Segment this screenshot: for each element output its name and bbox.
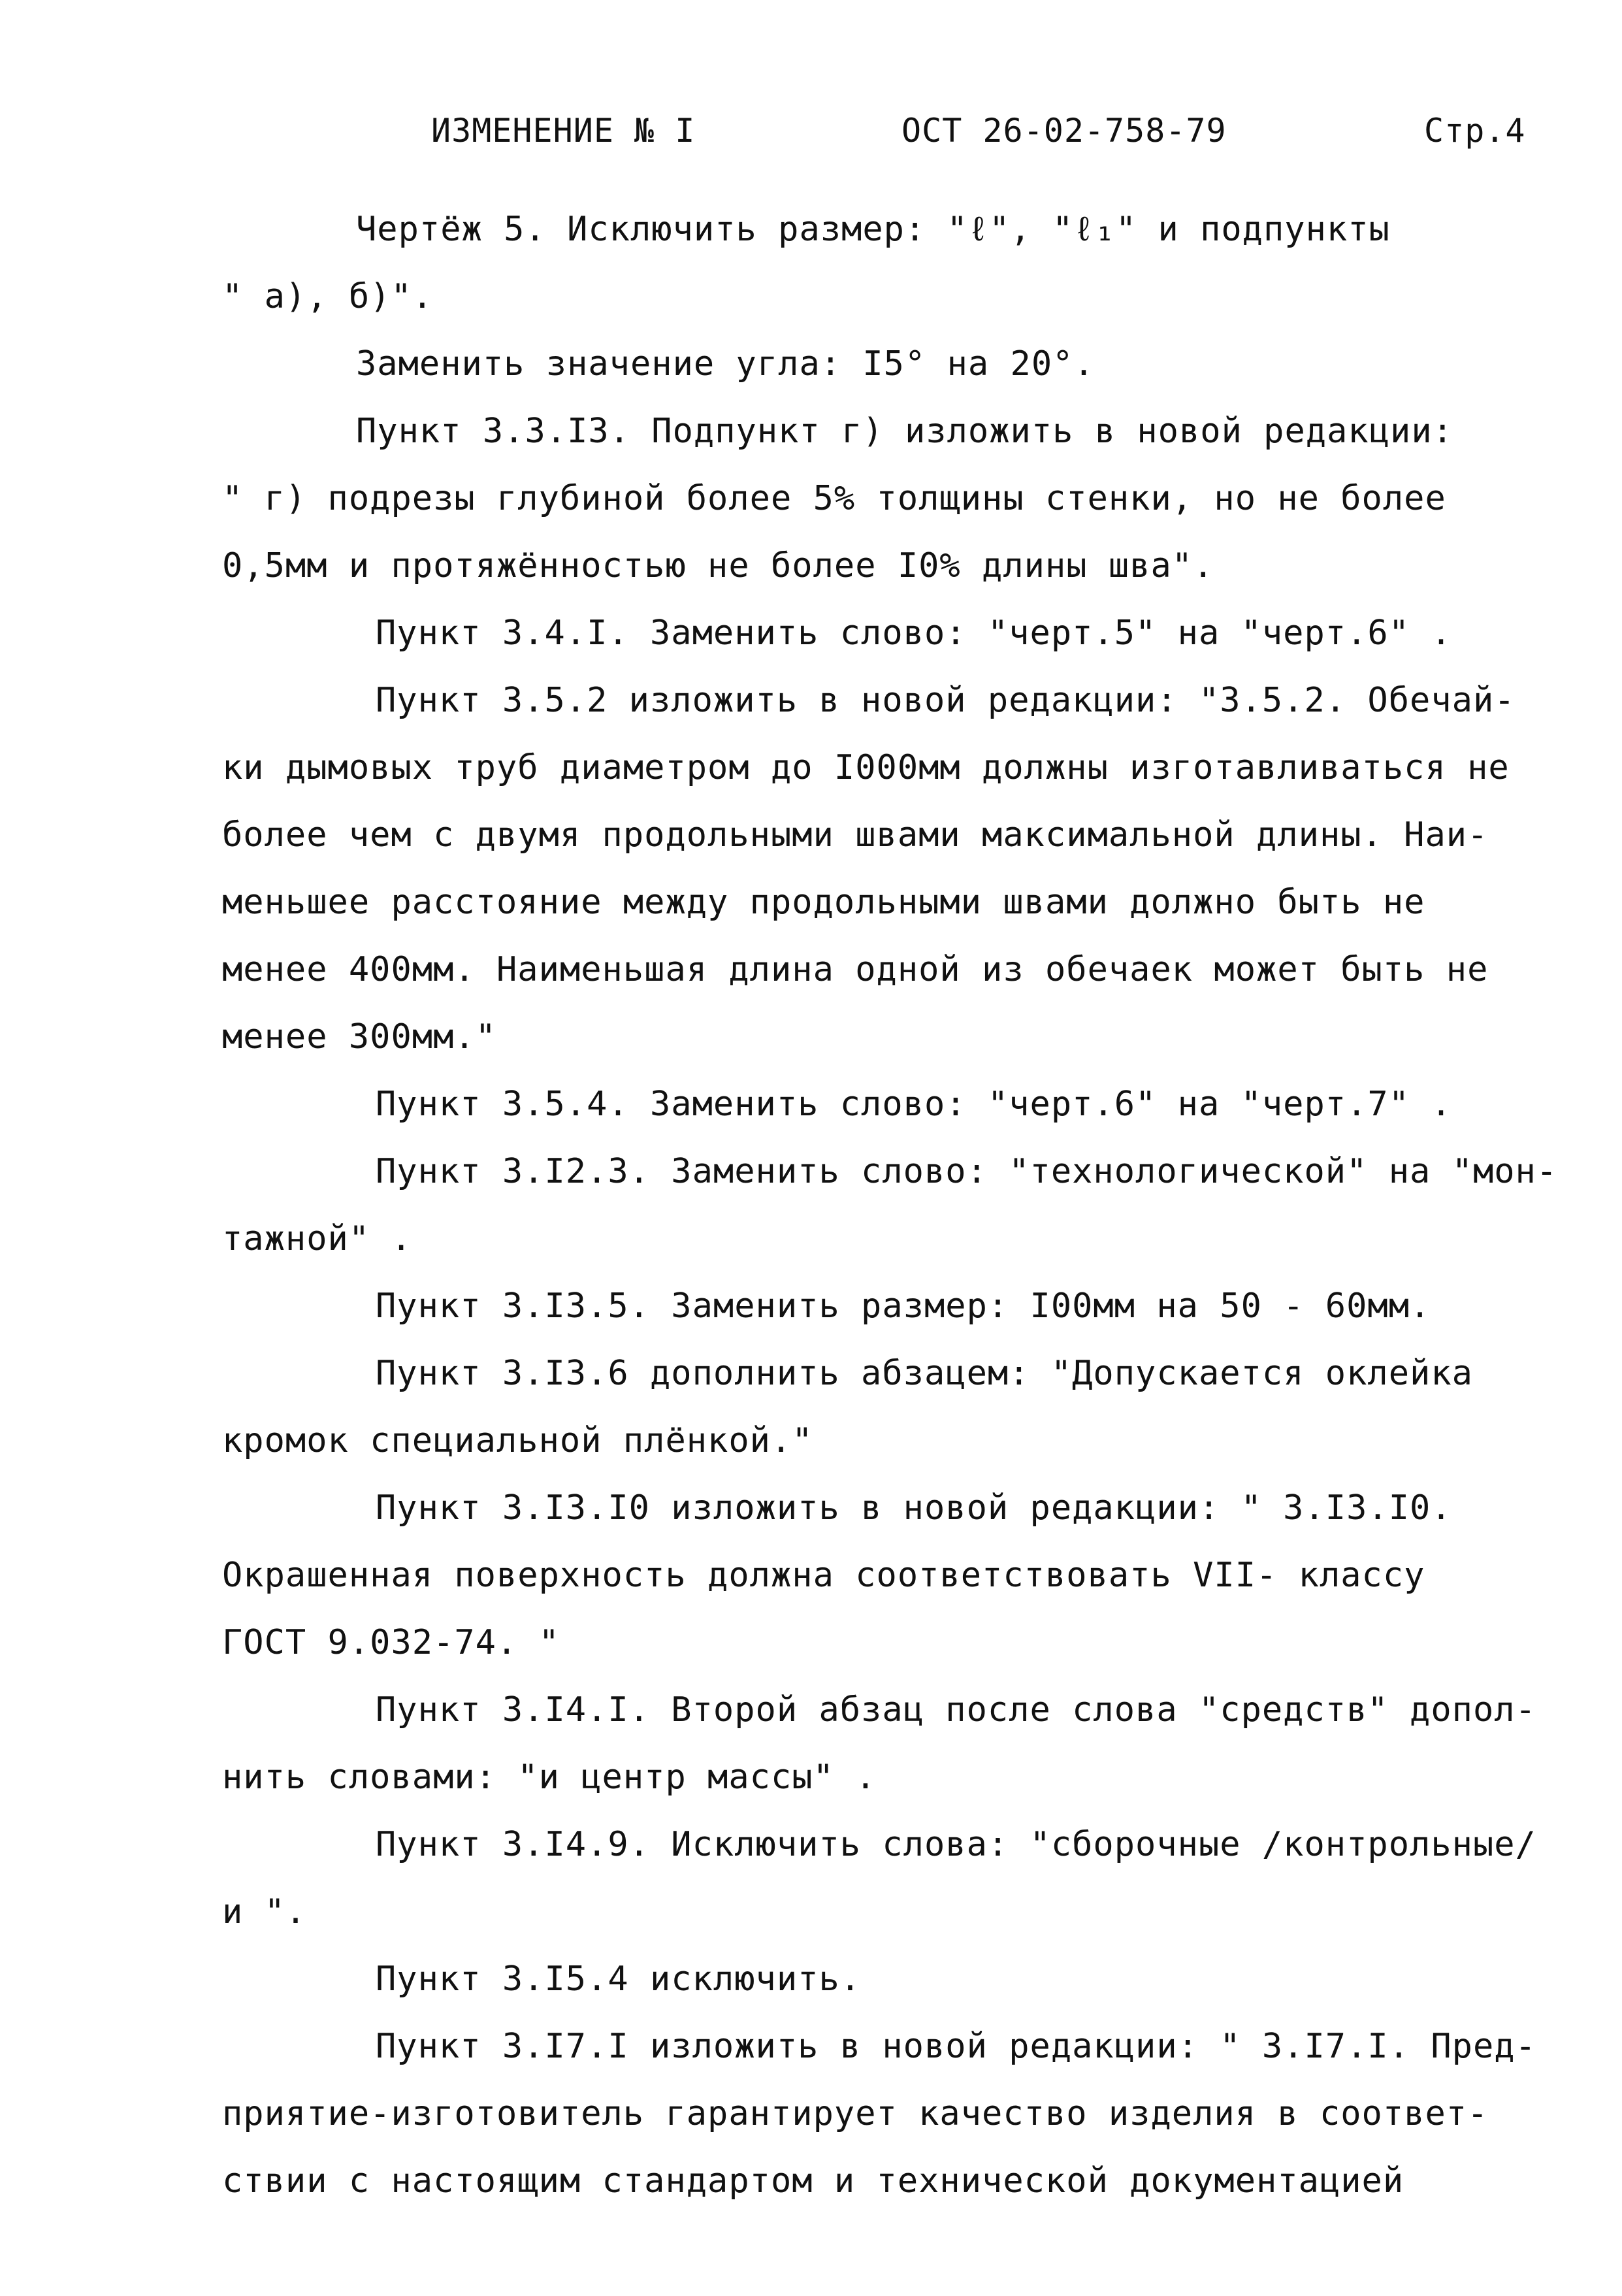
text-line: Окрашенная поверхность должна соответствовать VII- классу	[222, 1556, 1425, 1595]
page-header	[0, 105, 1622, 157]
text-line: Пункт 3.I3.I0 изложить в новой редакции: " 3.I3.I0.	[376, 1488, 1452, 1528]
text-line: менее 300мм."	[222, 1017, 496, 1057]
text-line: Пункт 3.I3.6 дополнить абзацем: "Допускается оклейка	[376, 1354, 1473, 1393]
document-body	[222, 196, 1558, 2215]
text-line: " а), б)".	[222, 277, 434, 316]
text-line: Пункт 3.4.I. Заменить слово: "черт.5" на "черт.6" .	[376, 614, 1452, 653]
text-line: ГОСТ 9.032-74. "	[222, 1623, 560, 1662]
text-line: и ".	[222, 1892, 307, 1931]
text-line: Пункт 3.I7.I изложить в новой редакции: " 3.I7.I. Пред-	[376, 2027, 1536, 2066]
text-line: нить словами: "и центр массы" .	[222, 1758, 877, 1797]
text-line: Пункт 3.I2.3. Заменить слово: "технологической" на "мон-	[376, 1152, 1558, 1191]
text-line: Пункт 3.I3.5. Заменить размер: I00мм на 50 - 60мм.	[376, 1287, 1431, 1326]
text-line: 0,5мм и протяжённостью не более I0% длины шва".	[222, 546, 1214, 585]
change-number: ИЗМЕНЕНИЕ № I	[431, 112, 696, 150]
text-line: " г) подрезы глубиной более 5% толщины стенки, но не более	[222, 479, 1446, 518]
text-line: более чем с двумя продольными швами максимальной длины. Наи-	[222, 815, 1489, 855]
text-line: приятие-изготовитель гарантирует качество изделия в соответ-	[222, 2094, 1489, 2133]
text-line: кромок специальной плёнкой."	[222, 1421, 813, 1460]
text-line: меньшее расстояние между продольными швами должно быть не	[222, 883, 1425, 922]
text-line: ки дымовых труб диаметром до I000мм должны изготавливаться не	[222, 748, 1510, 787]
text-line: менее 400мм. Наименьшая длина одной из обечаек может быть не	[222, 950, 1489, 989]
page-number: Стр.4	[1424, 112, 1526, 150]
standard-number: ОСТ 26-02-758-79	[901, 112, 1227, 150]
text-line: Пункт 3.I4.9. Исключить слова: "сборочные /контрольные/	[376, 1825, 1536, 1864]
text-line: тажной" .	[222, 1219, 412, 1258]
text-line: Пункт 3.I5.4 исключить.	[376, 1960, 862, 1999]
text-line: Пункт 3.I4.I. Второй абзац после слова "средств" допол-	[376, 1690, 1536, 1730]
text-line: Пункт 3.5.4. Заменить слово: "черт.6" на "черт.7" .	[376, 1085, 1452, 1124]
text-line: Пункт 3.3.I3. Подпункт г) изложить в новой редакции:	[356, 412, 1453, 451]
text-line: Чертёж 5. Исключить размер: "ℓ", "ℓ₁" и подпункты	[356, 210, 1390, 249]
text-line: Пункт 3.5.2 изложить в новой редакции: "3.5.2. Обечай-	[376, 681, 1516, 720]
text-line: ствии с настоящим стандартом и технической документацией	[222, 2161, 1404, 2201]
text-line: Заменить значение угла: I5° на 20°.	[356, 344, 1095, 384]
